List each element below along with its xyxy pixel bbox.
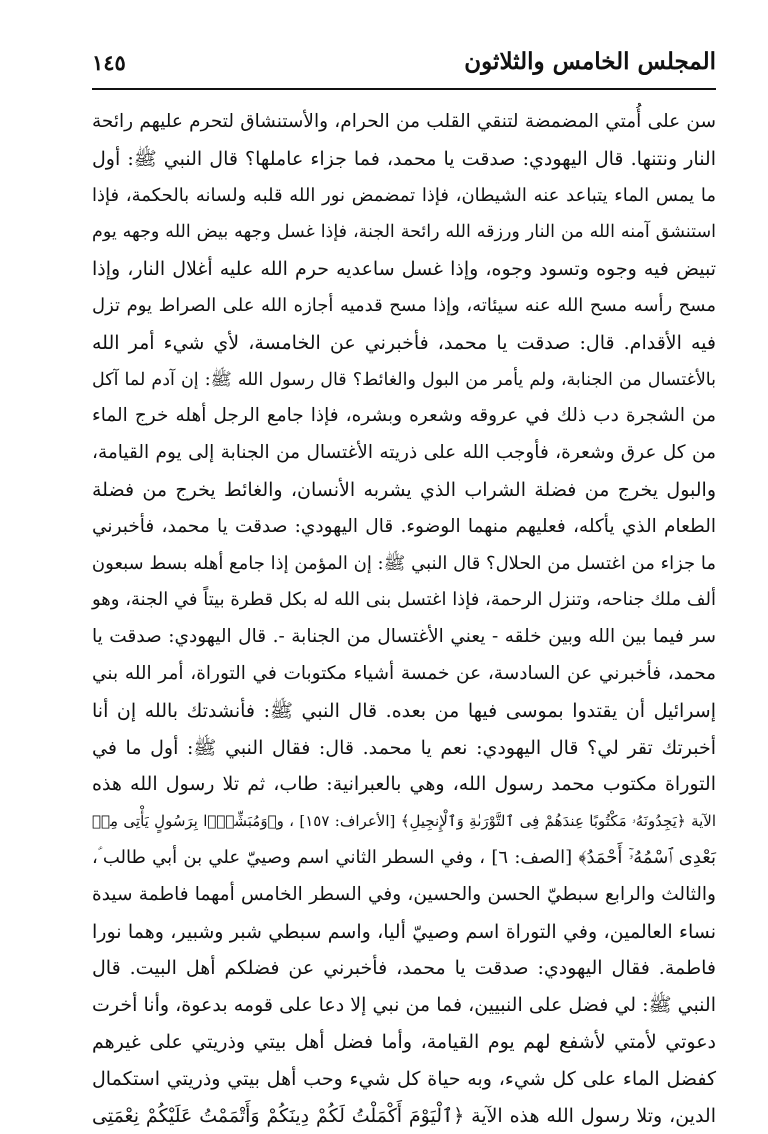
text-line: فاطمة. فقال اليهودي: صدقت يا محمد، فأخبرني عن فضلكم أهل البيت. قال	[92, 957, 716, 980]
text-line: بَعْدِى ٱسْمُهُۥٓ أَحْمَدُ﴾ [الصف: ٦] ، وفي السطر الثاني اسم وصييّ علي بن أبي طالب ؑ،	[92, 846, 716, 868]
text-line: الدين، وتلا رسول الله هذه الآية ﴿ٱلْيَوْمَ أَكْمَلْتُ لَكُمْ دِينَكُمْ وَأَتْمَمْتُ عَلَيْكُمْ نِعْمَتِى	[92, 1104, 716, 1127]
body-text	[91, 104, 717, 1127]
text-line: نساء العالمين، وفي التوراة اسم وصييّ أليا، واسم سبطي شبر وشبير، وهما نورا	[92, 920, 716, 943]
text-line: ما جزاء من اغتسل من الحلال؟ قال النبي ﷺ: إن المؤمن إذا جامع أهله بسط سبعون	[91, 552, 716, 574]
text-line: إسرائيل أن يقتدوا بموسى فيها من بعده. قال النبي ﷺ: فأنشدتك بالله إن أنا	[92, 699, 716, 722]
text-line: محمد، فأخبرني عن السادسة، عن خمسة أشياء مكتوبات في التوراة، أمر الله بني	[92, 662, 716, 684]
text-line: من كل عرق وشعرة، فأوجب الله على ذريته الأغتسال من الجنابة إلى يوم القيامة،	[92, 442, 716, 464]
text-line: فيه الأقدام. قال: صدقت يا محمد، فأخبرني عن الخامسة، لأي شيء أمر الله	[92, 331, 716, 354]
text-line: الآية ﴿يَجِدُونَهُۥ مَكْتُوبًا عِندَهُمْ فِى ٱلتَّوْرَىٰةِ وَٱلْإِنجِيلِ﴾ [الأعراف: ١٥٧] ، و﴿وَمُبَشِّرًۢا بِرَسُولٍ يَأْتِى مِنۢ	[92, 812, 717, 831]
text-line: من الشجرة دب ذلك في عروقه وشعره وبشره، فإذا جامع الرجل أهله خرج الماء	[92, 405, 716, 427]
header-divider	[92, 88, 716, 90]
text-line: الطعام الذي يأكله، فعليهم منهما الوضوء. قال اليهودي: صدقت يا محمد، فأخبرني	[92, 515, 716, 537]
text-line: دعوتي لأمتي لأشفع لهم يوم القيامة، وأما فضل أهل بيتي وذريتي على غيرهم	[92, 1030, 716, 1053]
text-line: بالأغتسال من الجنابة، ولم يأمر من البول والغائط؟ قال رسول الله ﷺ: إن آدم لما آكل	[92, 369, 716, 390]
text-line: ما يمس الماء يتباعد عنه الشيطان، فإذا تمضمض نور الله قلبه ولسانه بالحكمة، فإذا	[92, 184, 716, 206]
chapter-title: المجلس الخامس والثلاثون	[464, 48, 716, 75]
text-line: والثالث والرابع سبطيّ الحسن والحسين، وفي السطر الخامس أمهما فاطمة سيدة	[92, 883, 716, 905]
text-line: تبيض فيه وجوه وتسود وجوه، وإذا غسل ساعديه حرم الله عليه أغلال النار، وإذا	[92, 258, 716, 281]
page-header	[92, 44, 716, 84]
text-line: سر فيما بين الله وبين خلقه - يعني الأغتسال من الجنابة -. قال اليهودي: صدقت يا	[92, 626, 716, 648]
text-line: كفضل الماء على كل شيء، وبه حياة كل شيء وحب أهل بيتي وذريتي استكمال	[92, 1067, 716, 1090]
text-line: ألف ملك جناحه، وتنزل الرحمة، فإذا اغتسل بنى الله له بكل قطرة بيتاً في الجنة، وهو	[92, 589, 716, 611]
page-number: ١٤٥	[92, 50, 126, 75]
text-line: استنشق آمنه الله من النار ورزقه الله رائحة الجنة، فإذا غسل وجهه بيض الله وجهه يوم	[92, 222, 716, 243]
text-line: سن على أُمتي المضمضة لتنقي القلب من الحرام، والأستنشاق لتحرم عليهم رائحة	[92, 111, 716, 132]
text-line: أخبرتك تقر لي؟ قال اليهودي: نعم يا محمد. قال: فقال النبي ﷺ: أول ما في	[92, 736, 716, 759]
text-line: والبول يخرج من فضلة الشراب الذي يشربه الأنسان، والغائط يخرج من فضلة	[92, 478, 716, 501]
text-line: التوراة مكتوب محمد رسول الله، وهي بالعبرانية: طاب، ثم تلا رسول الله هذه	[92, 773, 716, 796]
text-line: مسح رأسه مسح الله عنه سيئاته، وإذا مسح قدميه أجازه الله على الصراط يوم تزل	[92, 294, 716, 316]
text-line: النار ونتنها. قال اليهودي: صدقت يا محمد، فما جزاء عاملها؟ قال النبي ﷺ: أول	[92, 147, 716, 170]
text-line: النبي ﷺ: لي فضل على النبيين، فما من نبي إلا دعا على قومه بدعوة، وأنا أخرت	[92, 994, 716, 1017]
